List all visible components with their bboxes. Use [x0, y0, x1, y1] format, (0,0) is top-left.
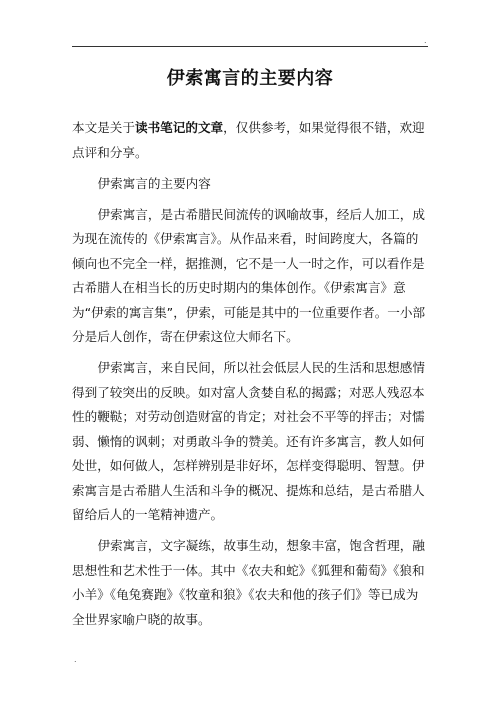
intro-emphasis: 读书笔记的文章	[134, 120, 224, 135]
document-body	[72, 116, 428, 632]
paragraph-3: 伊索寓言，文字凝练，故事生动，想象丰富，饱含哲理，融思想性和艺术性于一体。其中《农夫和蛇》《狐狸和葡萄》《狼和小羊》《龟兔赛跑》《牧童和狼》《农夫和他的孩子们》等已成为全世界家喻户晓的故事。	[72, 538, 425, 627]
header-rule	[72, 46, 428, 47]
subheading: 伊索寓言的主要内容	[97, 175, 211, 191]
paragraph-2: 伊索寓言，来自民间，所以社会低层人民的生活和思想感情得到了较突出的反映。如对富人贪婪自私的揭露；对恶人残忍本性的鞭鞑；对劳动创造财富的肯定；对社会不平等的抨击；对懦弱、懒惰的讽刺；对勇敢斗争的赞美。还有许多寓言，教人如何处世，如何做人，怎样辨别是非好坏，怎样变得聪明、智慧。伊索寓言是古希腊人生活和斗争的概况、提炼和总结，是古希腊人留给后人的一笔精神遗产。	[72, 360, 425, 522]
intro-suffix: ，仅供参考，如果觉得很不错，欢迎点评和分享。	[72, 120, 425, 160]
footer-dot-mark: .	[74, 655, 77, 664]
intro-paragraph	[72, 116, 428, 165]
header-dot-mark: .	[424, 36, 427, 45]
paragraph-1: 伊索寓言，是古希腊民间流传的讽喻故事，经后人加工，成为现在流传的《伊索寓言》。从作品来看，时间跨度大，各篇的倾向也不完全一样，据推测，它不是一人一时之作，可以看作是古希腊人在相当长的历史时期内的集体创作。《伊索寓言》意为“伊索的寓言集”，伊索，可能是其中的一位重要作者。一小部分是后人创作，寄在伊索这位大师名下。	[72, 206, 426, 344]
page-title: 伊索寓言的主要内容	[166, 68, 334, 89]
intro-prefix: 本文是关于	[72, 120, 135, 135]
